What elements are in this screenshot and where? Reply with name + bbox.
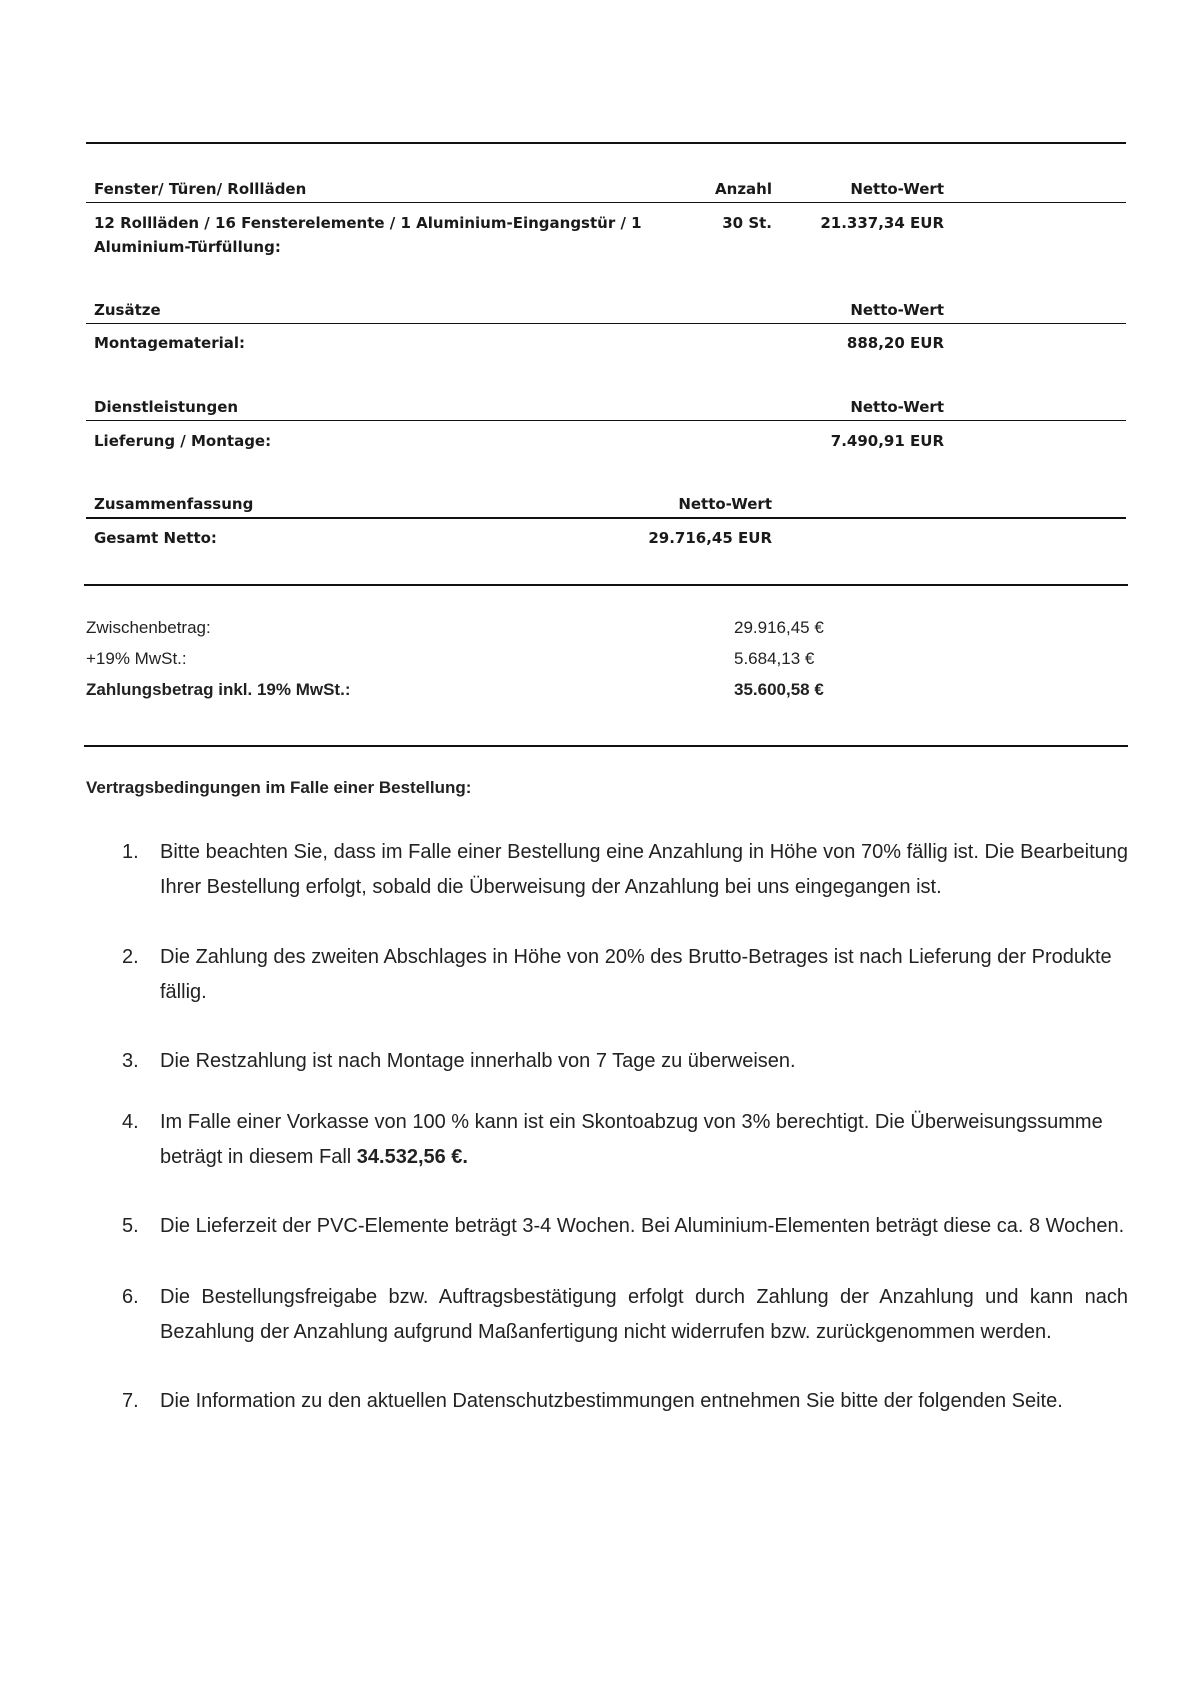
list-text: Im Falle einer Vorkasse von 100 % kann ist ein Skontoabzug von 3% berechtigt. Die Überweisungssumme beträgt in diesem Fall bbox=[160, 1111, 1103, 1168]
extras-value: 888,20 EUR bbox=[846, 334, 944, 352]
services-item: Lieferung / Montage: bbox=[94, 432, 272, 450]
list-number: 4. bbox=[122, 1111, 139, 1133]
summary-value-header: Netto-Wert bbox=[678, 495, 772, 513]
list-number: 5. bbox=[122, 1215, 139, 1237]
totals-divider bbox=[84, 745, 1128, 747]
list-text: Die Restzahlung ist nach Montage innerhalb von 7 Tage zu überweisen. bbox=[160, 1050, 796, 1072]
products-item-line1: 12 Rollläden / 16 Fensterelemente / 1 Aluminium-Eingangstür / 1 bbox=[94, 214, 642, 232]
qty-header: Anzahl bbox=[715, 180, 772, 198]
extras-header-rule bbox=[86, 323, 1126, 324]
list-text: Die Lieferzeit der PVC-Elemente beträgt 3-4 Wochen. Bei Aluminium-Elementen beträgt diese ca. 8 Wochen. bbox=[160, 1215, 1125, 1237]
extras-header: Zusätze bbox=[94, 301, 161, 319]
services-header: Dienstleistungen bbox=[94, 398, 239, 416]
list-number: 6. bbox=[122, 1286, 139, 1308]
terms-title: Vertragsbedingungen im Falle einer Bestellung: bbox=[86, 778, 472, 797]
summary-divider bbox=[84, 584, 1128, 586]
summary-item: Gesamt Netto: bbox=[94, 529, 217, 547]
services-value-header: Netto-Wert bbox=[850, 398, 944, 416]
list-number: 2. bbox=[122, 946, 139, 968]
products-item-line2: Aluminium-Türfüllung: bbox=[94, 238, 281, 256]
products-header-rule bbox=[86, 202, 1126, 203]
vat-label: +19% MwSt.: bbox=[86, 649, 187, 668]
services-header-rule bbox=[86, 420, 1126, 421]
summary-header-rule bbox=[86, 517, 1126, 519]
payment-value: 35.600,58 € bbox=[734, 680, 824, 699]
list-text: Die Information zu den aktuellen Datenschutzbestimmungen entnehmen Sie bitte der folgenden Seite. bbox=[160, 1390, 1063, 1412]
top-divider bbox=[86, 142, 1126, 144]
list-number: 1. bbox=[122, 841, 139, 863]
payment-label: Zahlungsbetrag inkl. 19% MwSt.: bbox=[86, 680, 351, 699]
summary-value: 29.716,45 EUR bbox=[648, 529, 772, 547]
subtotal-label: Zwischenbetrag: bbox=[86, 618, 211, 637]
list-number: 7. bbox=[122, 1390, 139, 1412]
extras-item: Montagematerial: bbox=[94, 334, 246, 352]
list-text: Die Bestellungsfreigabe bzw. Auftragsbestätigung erfolgt durch Zahlung der Anzahlung und kann nach Bezahlung der Anzahlung aufgrund Maßanfertigung nicht widerrufen bzw. zurückgenommen werden. bbox=[160, 1286, 1128, 1343]
products-value-header: Netto-Wert bbox=[850, 180, 944, 198]
extras-value-header: Netto-Wert bbox=[850, 301, 944, 319]
list-text-wrap bbox=[160, 1105, 1128, 1175]
summary-header: Zusammenfassung bbox=[94, 495, 254, 513]
list-text: Bitte beachten Sie, dass im Falle einer Bestellung eine Anzahlung in Höhe von 70% fällig ist. Die Bearbeitung Ihrer Bestellung erfolgt, sobald die Überweisung der Anzahlung bei uns eingegangen ist. bbox=[160, 841, 1128, 898]
list-number: 3. bbox=[122, 1050, 139, 1072]
products-item-qty: 30 St. bbox=[722, 214, 772, 232]
services-value: 7.490,91 EUR bbox=[830, 432, 944, 450]
vat-value: 5.684,13 € bbox=[734, 649, 815, 668]
products-item-value: 21.337,34 EUR bbox=[820, 214, 944, 232]
subtotal-value: 29.916,45 € bbox=[734, 618, 824, 637]
list-text-bold: 34.532,56 €. bbox=[356, 1146, 468, 1168]
list-text: Die Zahlung des zweiten Abschlages in Höhe von 20% des Brutto-Betrages ist nach Lieferung der Produkte fällig. bbox=[160, 946, 1112, 1003]
products-header: Fenster/ Türen/ Rollläden bbox=[94, 180, 307, 198]
